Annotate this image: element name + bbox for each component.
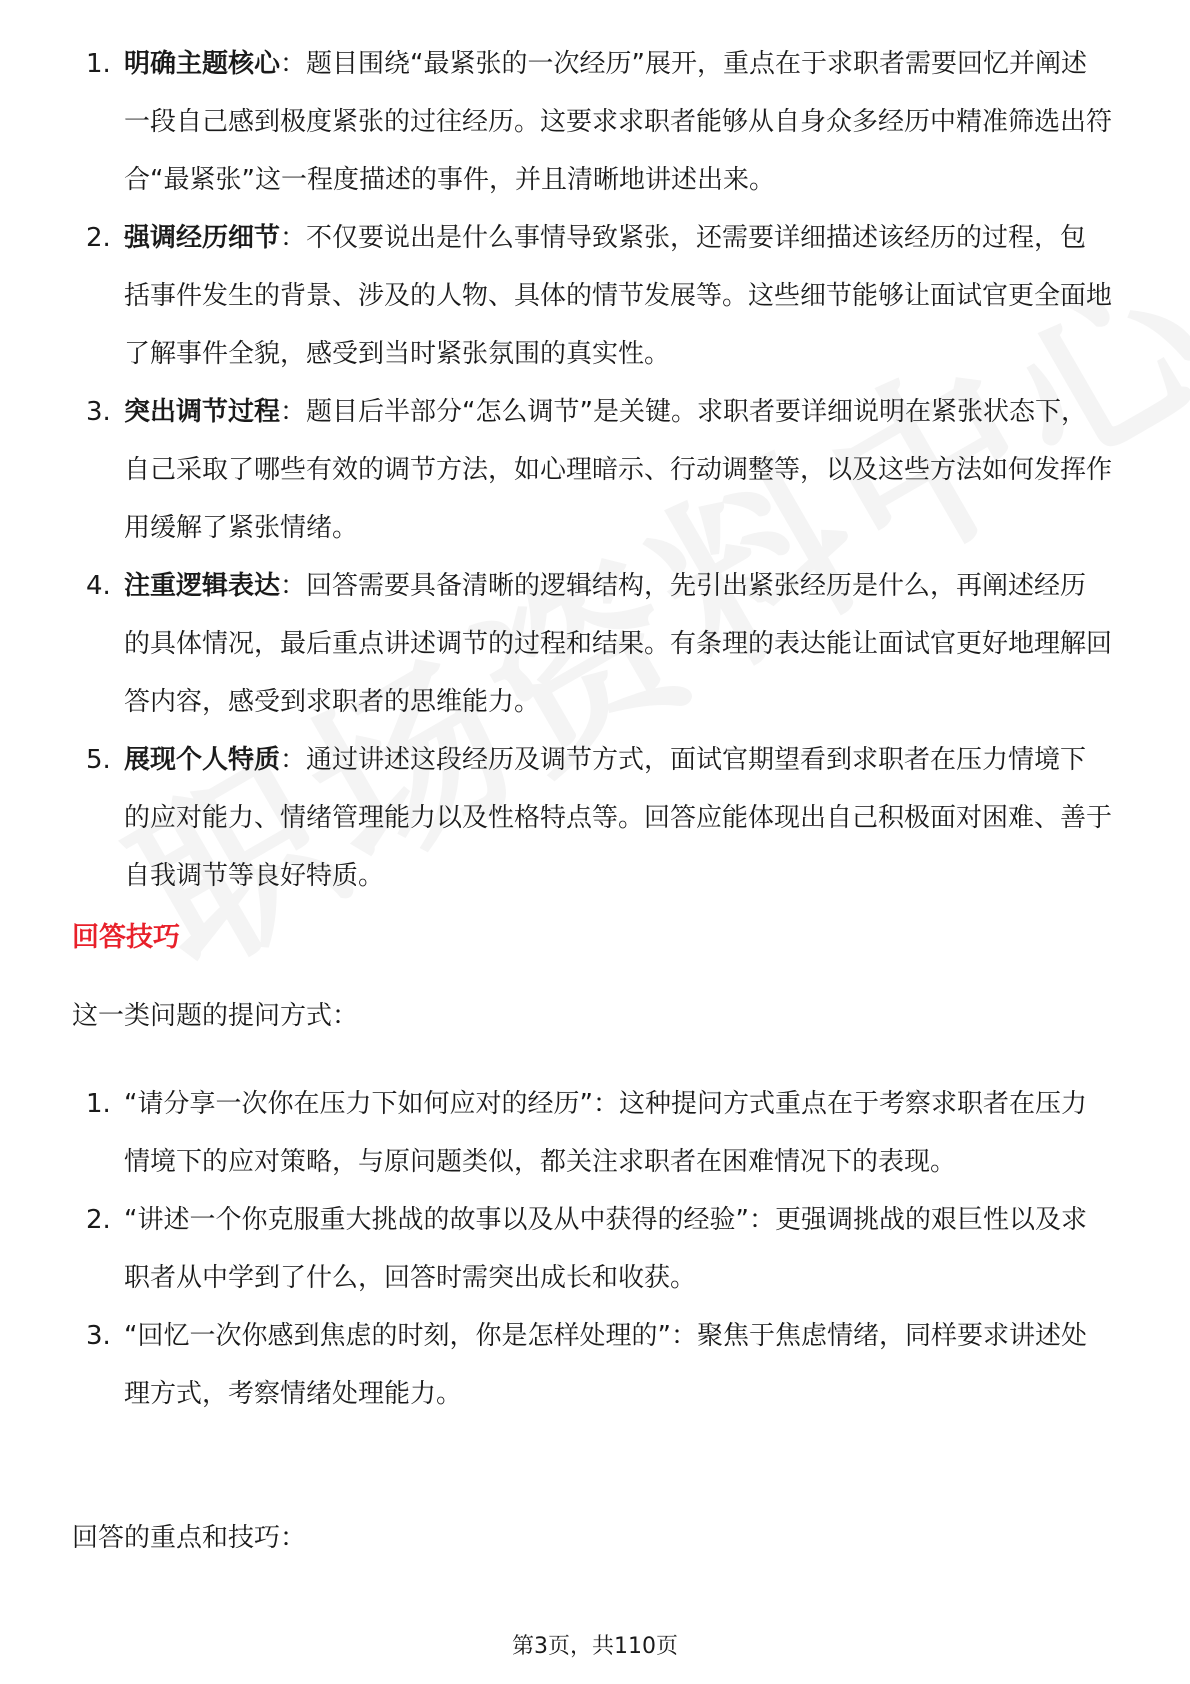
question-styles-list	[72, 1075, 1112, 1423]
list-item	[72, 1307, 1112, 1423]
list-item-title: 注重逻辑表达	[124, 571, 281, 601]
list-number: 2.	[86, 223, 111, 253]
list-item-text: ：回答需要具备清晰的逻辑结构，先引出紧张经历是什么，再阐述经历的具体情况，最后重点讲述调节的过程和结果。有条理的表达能让面试官更好地理解回答内容，感受到求职者的思维能力。	[124, 571, 1113, 717]
list-number: 2.	[86, 1205, 111, 1235]
list-item-text: “请分享一次你在压力下如何应对的经历”：这种提问方式重点在于考察求职者在压力情境下的应对策略，与原问题类似，都关注求职者在困难情况下的表现。	[124, 1089, 1087, 1177]
list-item-title: 展现个人特质	[124, 745, 281, 775]
list-item-title: 强调经历细节	[124, 223, 281, 253]
section-heading: 回答技巧	[72, 922, 180, 953]
page-footer: 第3页，共110页	[512, 1634, 678, 1659]
paragraph-question-styles: 这一类问题的提问方式：	[72, 1001, 359, 1031]
requirements-list	[72, 35, 1112, 905]
list-number: 3.	[86, 397, 111, 427]
list-item	[72, 557, 1112, 731]
list-item-text: ：题目围绕“最紧张的一次经历”展开，重点在于求职者需要回忆并阐述一段自己感到极度紧张的过往经历。这要求求职者能够从自身众多经历中精准筛选出符合“最紧张”这一程度描述的事件，并且清晰地讲述出来。	[124, 49, 1113, 195]
list-item-text: ：题目后半部分“怎么调节”是关键。求职者要详细说明在紧张状态下，自己采取了哪些有效的调节方法，如心理暗示、行动调整等，以及这些方法如何发挥作用缓解了紧张情绪。	[124, 397, 1113, 543]
list-number: 5.	[86, 745, 111, 775]
list-item	[72, 731, 1112, 905]
list-item-title: 突出调节过程	[124, 397, 281, 427]
list-item-title: 明确主题核心	[124, 49, 281, 79]
list-item	[72, 383, 1112, 557]
list-item	[72, 209, 1112, 383]
list-item-text: “讲述一个你克服重大挑战的故事以及从中获得的经验”：更强调挑战的艰巨性以及求职者从中学到了什么，回答时需突出成长和收获。	[124, 1205, 1087, 1293]
list-item-text: ：不仅要说出是什么事情导致紧张，还需要详细描述该经历的过程，包括事件发生的背景、涉及的人物、具体的情节发展等。这些细节能够让面试官更全面地了解事件全貌，感受到当时紧张氛围的真实性。	[124, 223, 1113, 369]
list-item-text: “回忆一次你感到焦虑的时刻，你是怎样处理的”：聚焦于焦虑情绪，同样要求讲述处理方式，考察情绪处理能力。	[124, 1321, 1087, 1409]
list-number: 1.	[86, 49, 111, 79]
list-item	[72, 1075, 1112, 1191]
list-number: 4.	[86, 571, 111, 601]
list-item	[72, 35, 1112, 209]
list-item	[72, 1191, 1112, 1307]
paragraph-key-points: 回答的重点和技巧：	[72, 1523, 307, 1553]
list-number: 1.	[86, 1089, 111, 1119]
list-item-text: ：通过讲述这段经历及调节方式，面试官期望看到求职者在压力情境下的应对能力、情绪管理能力以及性格特点等。回答应能体现出自己积极面对困难、善于自我调节等良好特质。	[124, 745, 1113, 891]
list-number: 3.	[86, 1321, 111, 1351]
